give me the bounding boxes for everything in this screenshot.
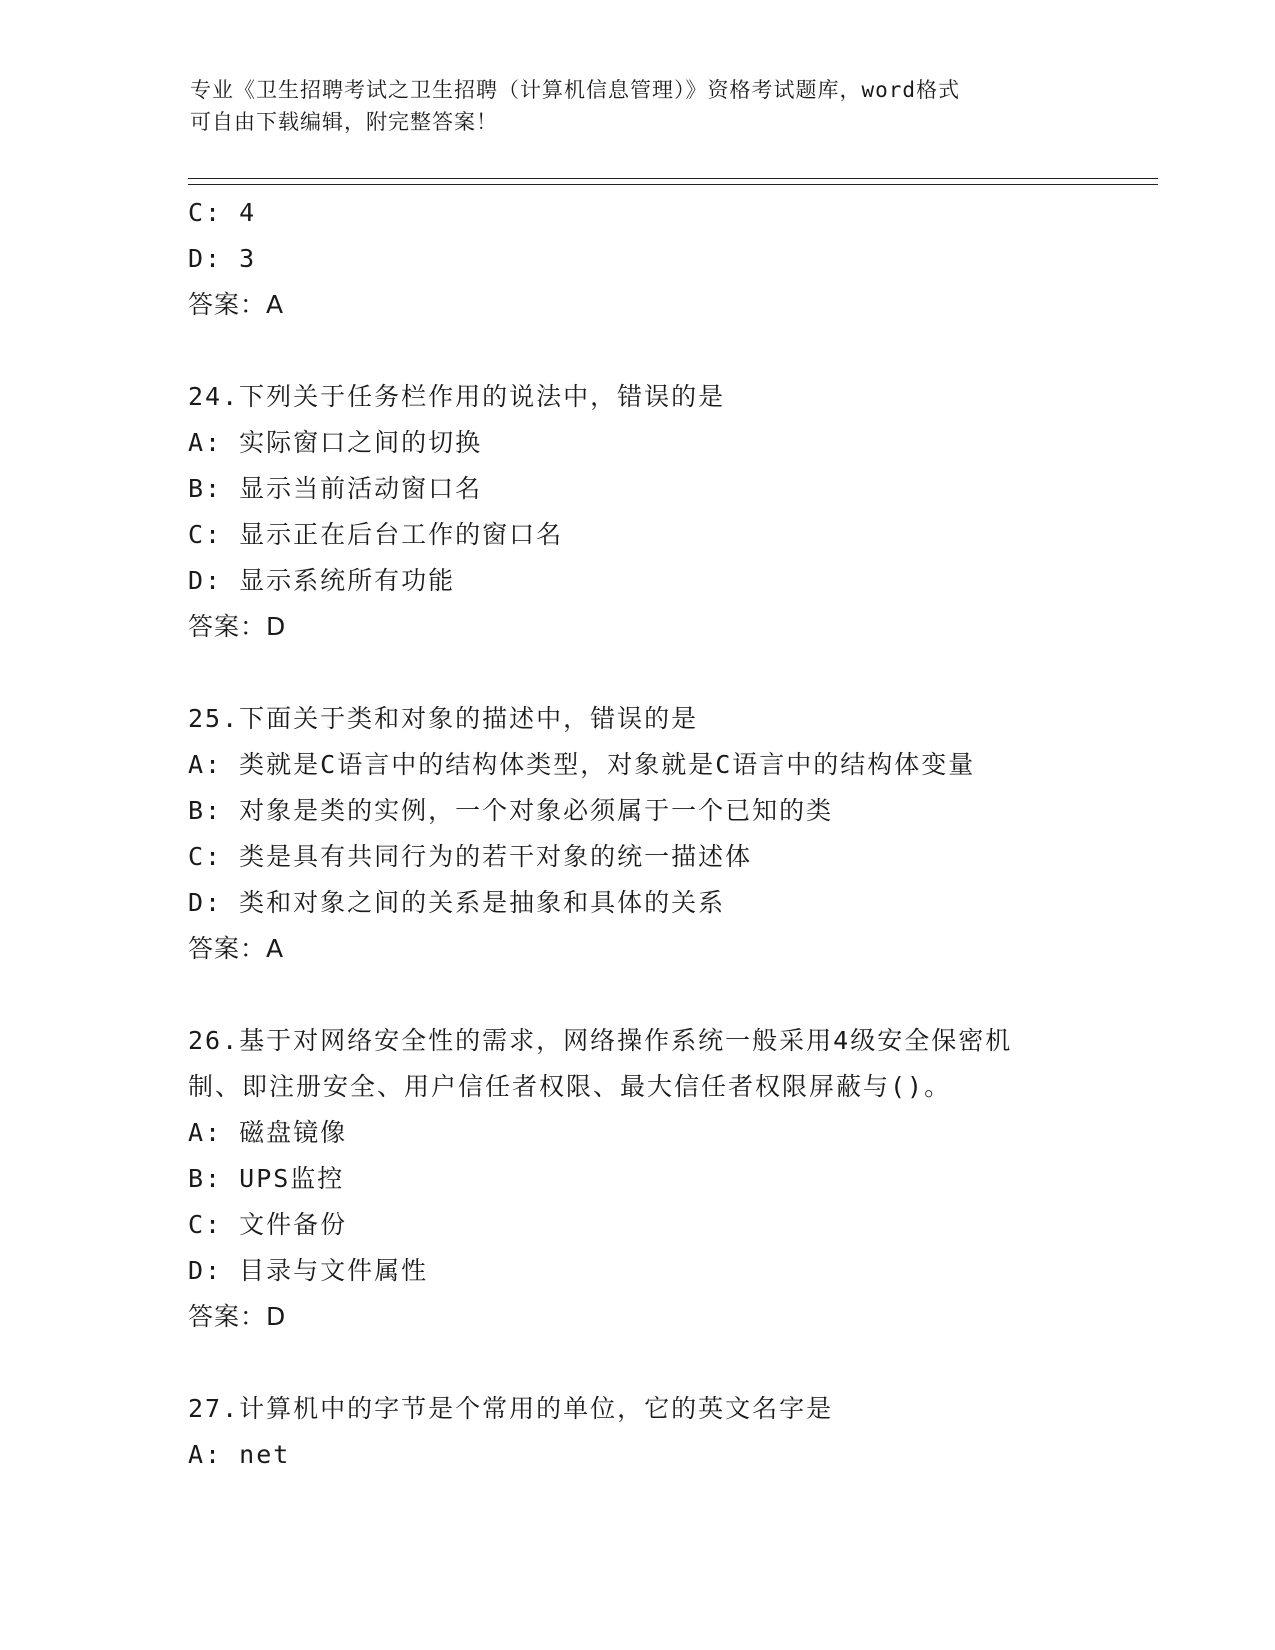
- header-line-2: 可自由下载编辑，附完整答案！: [190, 110, 498, 134]
- question-text-line-1: 26.基于对网络安全性的需求，网络操作系统一般采用4级安全保密机: [188, 1026, 1013, 1055]
- document-header: [190, 74, 1090, 138]
- option-a: A: 实际窗口之间的切换: [188, 428, 483, 457]
- option-d: D: 显示系统所有功能: [188, 566, 456, 595]
- answer-label: 答案：D: [188, 1302, 287, 1331]
- option-c: C: 显示正在后台工作的窗口名: [188, 520, 564, 549]
- option-b: B: 对象是类的实例，一个对象必须属于一个已知的类: [188, 796, 834, 825]
- option-a: A: 磁盘镜像: [188, 1118, 348, 1147]
- header-divider: [188, 178, 1158, 185]
- question-list: [188, 190, 1148, 1478]
- option-a: A: 类就是C语言中的结构体类型，对象就是C语言中的结构体变量: [188, 750, 976, 779]
- answer-label: 答案：D: [188, 612, 287, 641]
- question-text: 27.计算机中的字节是个常用的单位，它的英文名字是: [188, 1394, 834, 1423]
- header-line-1: 专业《卫生招聘考试之卫生招聘（计算机信息管理）》资格考试题库，word格式: [190, 78, 961, 102]
- answer-label: 答案：A: [188, 934, 285, 963]
- option-c: C: 类是具有共同行为的若干对象的统一描述体: [188, 842, 753, 871]
- option-b: B: UPS监控: [188, 1164, 345, 1193]
- question-text: 24.下列关于任务栏作用的说法中，错误的是: [188, 382, 726, 411]
- question-25: [188, 696, 1148, 972]
- option-b: B: 显示当前活动窗口名: [188, 474, 483, 503]
- option-d: D: 目录与文件属性: [188, 1256, 429, 1285]
- option-d: D: 3: [188, 244, 257, 273]
- question-24: [188, 374, 1148, 650]
- option-c: C: 文件备份: [188, 1210, 348, 1239]
- question-27: [188, 1386, 1148, 1478]
- option-a: A: net: [188, 1440, 291, 1469]
- question-text-line-2: 制、即注册安全、用户信任者权限、最大信任者权限屏蔽与()。: [188, 1072, 952, 1101]
- answer-label: 答案：A: [188, 290, 285, 319]
- option-d: D: 类和对象之间的关系是抽象和具体的关系: [188, 888, 726, 917]
- question-23-continued: [188, 190, 1148, 328]
- question-26: [188, 1018, 1148, 1340]
- question-text: 25.下面关于类和对象的描述中，错误的是: [188, 704, 699, 733]
- option-c: C: 4: [188, 198, 257, 227]
